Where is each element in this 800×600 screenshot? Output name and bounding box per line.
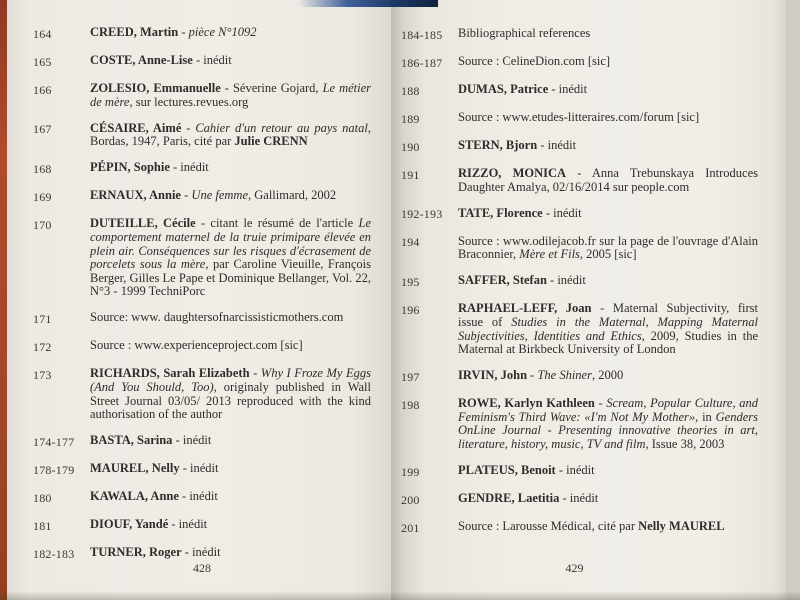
entry-number: 194 xyxy=(401,235,420,250)
entry-text-segment: DUTEILLE, Cécile xyxy=(90,216,196,231)
entry-number: 184-185 xyxy=(401,27,443,42)
left-page-entries xyxy=(7,0,391,562)
entry-number: 180 xyxy=(33,490,52,505)
entry-text-segment: BASTA, Sarina xyxy=(90,433,173,448)
entry-text xyxy=(458,520,758,536)
entry-text-segment: Bibliographical references xyxy=(458,26,591,40)
entry-text-segment: The Shiner xyxy=(537,368,592,383)
reference-entry xyxy=(33,434,371,450)
entry-text-segment: - inédit xyxy=(178,489,218,504)
entry-text xyxy=(458,274,758,290)
entry-text-segment: , Issue 38, 2003 xyxy=(645,437,725,452)
left-page xyxy=(7,0,391,600)
reference-entry xyxy=(401,520,758,536)
reference-entry xyxy=(33,122,371,149)
entry-number: 167 xyxy=(33,122,52,137)
entry-text-segment: TURNER, Roger xyxy=(90,545,182,560)
entry-number: 174-177 xyxy=(33,434,75,449)
entry-text-segment: - inédit xyxy=(168,517,208,532)
entry-text xyxy=(458,302,758,356)
entry-text-segment: Mère et Fils xyxy=(519,247,580,262)
entry-text xyxy=(90,217,371,299)
entry-text-segment: Genders OnLine Journal - Presenting innovative theories in art, literature, history, music, TV and film xyxy=(458,409,758,452)
entry-text xyxy=(90,82,371,109)
entry-text-segment: STERN, Bjorn xyxy=(458,138,538,152)
entry-text-segment: PÉPIN, Sophie xyxy=(90,160,170,175)
reference-entry xyxy=(401,111,758,127)
entry-text-segment: , Gallimard, 2002 xyxy=(248,188,337,203)
reference-entry xyxy=(401,369,758,385)
entry-text-segment: - inédit xyxy=(542,205,582,220)
entry-text-segment: - xyxy=(594,396,607,411)
entry-number: 191 xyxy=(401,167,420,182)
reference-entry xyxy=(33,546,371,562)
entry-text-segment: - inédit xyxy=(169,160,209,175)
entry-text-segment: RAPHAEL-LEFF, Joan xyxy=(458,301,592,316)
entry-text-segment: - xyxy=(181,188,192,203)
entry-text-segment: Julie CRENN xyxy=(234,134,308,149)
entry-text-segment: Source : www.etudes-litteraires.com/forum [sic] xyxy=(458,110,700,124)
entry-text xyxy=(90,189,371,205)
left-page-number: 428 xyxy=(193,561,211,575)
entry-number: 165 xyxy=(33,54,52,69)
entry-text-segment: Source : www.odilejacob.fr sur la page de l'ouvrage d'Alain Braconnier, xyxy=(458,233,758,262)
entry-text-segment: - inédit xyxy=(559,491,599,506)
reference-entry xyxy=(401,464,758,480)
entry-text-segment: ROWE, Karlyn Kathleen xyxy=(458,396,595,411)
reference-entry xyxy=(401,274,758,290)
reference-entry xyxy=(401,302,758,356)
entry-text-segment: ERNAUX, Annie xyxy=(90,188,181,203)
entry-number: 181 xyxy=(33,518,52,533)
entry-text xyxy=(458,235,758,262)
reference-entry xyxy=(33,367,371,421)
entry-text-segment: - xyxy=(527,368,538,383)
entry-text-segment: , par Caroline Vieuille, François Berger, Gilles Le Pape et Dominique Bellanger, Vol. 22, N°3 - 1999 TechniPorc xyxy=(90,257,371,299)
entry-text xyxy=(90,339,371,355)
entry-number: 197 xyxy=(401,369,420,384)
entry-text xyxy=(458,369,758,385)
reference-entry xyxy=(33,161,371,177)
reference-entry xyxy=(33,54,371,70)
entry-number: 190 xyxy=(401,139,420,154)
entry-text-segment: Studies in the Maternal, Mapping Maternal Subjectivities, Identities and Ethics xyxy=(458,314,759,343)
entry-text-segment: TATE, Florence xyxy=(458,205,543,220)
entry-text-segment: Source : CelineDion.com [sic] xyxy=(458,54,611,68)
entry-text-segment: ZOLESIO, Emmanuelle xyxy=(90,81,221,95)
entry-text-segment: Nelly MAUREL xyxy=(638,519,725,534)
entry-text xyxy=(90,122,371,149)
reference-entry xyxy=(401,167,758,194)
entry-text-segment: , sur lectures.revues.org xyxy=(129,94,249,109)
entry-text-segment: Une femme xyxy=(191,188,248,203)
entry-text-segment: , 2000 xyxy=(591,368,624,383)
entry-text xyxy=(458,139,758,155)
entry-text xyxy=(458,111,758,127)
entry-text-segment: - inédit xyxy=(555,463,595,478)
entry-text-segment: Cahier d'un retour au pays natal xyxy=(195,120,368,135)
entry-number: 189 xyxy=(401,111,420,126)
entry-number: 200 xyxy=(401,492,420,507)
entry-text xyxy=(90,26,371,42)
reference-entry xyxy=(33,518,371,534)
entry-text-segment: RIZZO, MONICA xyxy=(458,166,567,180)
reference-entry xyxy=(401,83,758,99)
entry-text-segment: - inédit xyxy=(546,273,586,288)
left-cover-edge xyxy=(0,0,7,600)
right-page xyxy=(391,0,786,600)
entry-text-segment: - Séverine Gojard, xyxy=(220,81,323,95)
entry-text-segment: Why I Froze My Eggs (And You Should, Too) xyxy=(90,366,371,395)
entry-number: 170 xyxy=(33,217,52,232)
entry-text xyxy=(458,464,758,480)
entry-text-segment: CÉSAIRE, Aimé xyxy=(90,120,182,135)
reference-entry xyxy=(401,139,758,155)
entry-number: 182-183 xyxy=(33,546,75,561)
reference-entry xyxy=(401,207,758,223)
entry-text-segment: Scream, Popular Culture, and Feminism's Third Wave: «I'm Not My Mother» xyxy=(458,396,758,424)
entry-number: 198 xyxy=(401,397,420,412)
entry-text xyxy=(90,367,371,421)
entry-text-segment: - Anna Trebunskaya Introduces Daughter Amalya, 02/16/2014 sur people.com xyxy=(458,166,758,194)
entry-text xyxy=(90,161,371,177)
reference-entry xyxy=(401,27,758,43)
entry-number: 171 xyxy=(33,311,52,326)
reference-entry xyxy=(33,189,371,205)
entry-text xyxy=(458,27,758,43)
entry-text xyxy=(458,55,758,71)
entry-text xyxy=(90,311,371,327)
entry-text xyxy=(90,490,371,506)
right-page-entries xyxy=(391,0,786,536)
entry-number: 196 xyxy=(401,302,420,317)
entry-text xyxy=(458,207,758,223)
entry-number: 199 xyxy=(401,464,420,479)
entry-text xyxy=(458,83,758,99)
entry-number: 201 xyxy=(401,520,420,535)
entry-text xyxy=(90,462,371,478)
entry-text-segment: IRVIN, John xyxy=(458,368,528,383)
reference-entry xyxy=(401,492,758,508)
entry-text-segment: DIOUF, Yandé xyxy=(90,517,169,532)
entry-text xyxy=(458,167,758,194)
entry-number: 178-179 xyxy=(33,462,75,477)
entry-text-segment: , Bordas, 1947, Paris, cité par xyxy=(90,120,372,149)
entry-text-segment: - inédit xyxy=(181,545,221,560)
entry-text-segment: GENDRE, Laetitia xyxy=(458,491,560,506)
reference-entry xyxy=(33,462,371,478)
spine-top-edge xyxy=(298,0,438,7)
entry-text-segment: , in xyxy=(695,409,716,424)
entry-number: 169 xyxy=(33,189,52,204)
entry-text-segment: COSTE, Anne-Lise xyxy=(90,53,193,67)
entry-number: 188 xyxy=(401,83,420,98)
entry-number: 168 xyxy=(33,161,52,176)
reference-entry xyxy=(33,311,371,327)
entry-text-segment: DUMAS, Patrice xyxy=(458,82,549,96)
entry-number: 164 xyxy=(33,26,52,41)
reference-entry xyxy=(33,490,371,506)
entry-text-segment: - citant le résumé de l'article xyxy=(195,216,359,231)
reference-entry xyxy=(33,339,371,355)
entry-text-segment: KAWALA, Anne xyxy=(90,489,179,504)
entry-text-segment: - xyxy=(178,25,189,39)
reference-entry xyxy=(401,235,758,262)
entry-text-segment: - inédit xyxy=(192,53,232,67)
entry-number: 166 xyxy=(33,82,52,97)
bottom-edge-shadow xyxy=(0,591,800,600)
entry-text-segment: Le comportement maternel de la truie primipare élevée en plein air. Conséquences sur les risques d'écrasement de porcelets sous la mère xyxy=(90,216,372,272)
entry-number: 195 xyxy=(401,274,420,289)
entry-text-segment: - inédit xyxy=(179,461,219,476)
entry-text-segment: , 2009, Studies in the Maternal at Birkbeck University of London xyxy=(458,328,758,357)
entry-text-segment: CREED, Martin xyxy=(90,25,179,39)
entry-text-segment: Le métier de mère xyxy=(90,81,372,109)
entry-number: 172 xyxy=(33,339,52,354)
entry-text-segment: - xyxy=(249,366,261,381)
reference-entry xyxy=(401,55,758,71)
entry-text-segment: - inédit xyxy=(548,82,588,96)
entry-text-segment: - inédit xyxy=(537,138,577,152)
entry-text-segment: - Maternal Subjectivity, first issue of xyxy=(458,301,758,329)
entry-text-segment: Source : www.experienceproject.com [sic] xyxy=(90,338,303,353)
entry-text-segment: Source: www. daughtersofnarcissisticmothers.com xyxy=(90,310,344,325)
entry-text-segment: Source : Larousse Médical, cité par xyxy=(458,519,639,534)
entry-text-segment: SAFFER, Stefan xyxy=(458,273,547,288)
entry-text xyxy=(90,546,371,562)
entry-text-segment: MAUREL, Nelly xyxy=(90,461,180,476)
entry-text-segment: - inédit xyxy=(172,433,212,448)
entry-number: 173 xyxy=(33,367,52,382)
entry-text xyxy=(90,434,371,450)
entry-text xyxy=(458,397,758,451)
entry-text xyxy=(90,518,371,534)
entry-number: 186-187 xyxy=(401,55,443,70)
entry-text-segment: - xyxy=(181,120,196,135)
entry-text-segment: , 2005 [sic] xyxy=(579,247,637,262)
entry-text-segment: , originaly published in Wall Street Journal 03/05/ 2013 reproduced with the kind authorisation of the author xyxy=(90,380,371,422)
entry-text-segment: PLATEUS, Benoit xyxy=(458,463,556,478)
reference-entry xyxy=(33,217,371,299)
entry-text-segment: RICHARDS, Sarah Elizabeth xyxy=(90,366,250,381)
reference-entry xyxy=(33,82,371,109)
entry-text xyxy=(90,54,371,70)
right-page-number: 429 xyxy=(565,561,584,575)
entry-text xyxy=(458,492,758,508)
entry-text-segment: pièce N°1092 xyxy=(188,25,257,39)
reference-entry xyxy=(33,26,371,42)
reference-entry xyxy=(401,397,758,451)
entry-number: 192-193 xyxy=(401,207,443,222)
